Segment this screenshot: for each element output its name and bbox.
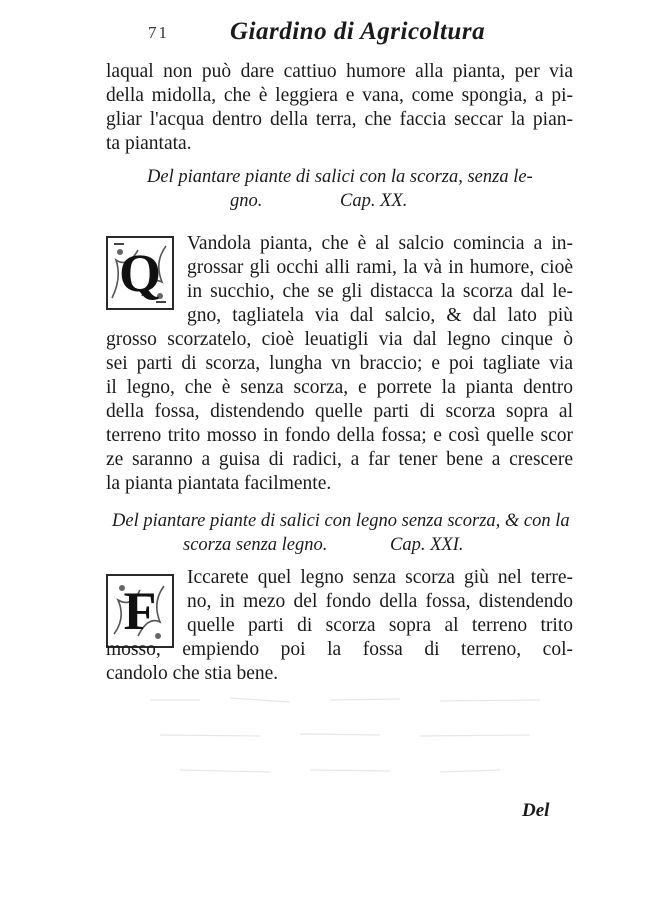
text-line: ta piantata. — [106, 133, 192, 154]
text-line: mosso, empiendo poi la fossa di terreno, col- — [106, 639, 573, 660]
decorated-initial-q — [106, 236, 174, 310]
bleed-through-ornament — [140, 680, 560, 790]
text-line — [187, 232, 573, 256]
text-line: quelle parti di scorza sopra al terreno trito — [187, 615, 573, 636]
text-line: della midolla, che è leggiera e vana, come spongia, a pi- — [106, 85, 573, 106]
first-word-caps: Vando — [187, 233, 237, 254]
chapter-21-heading-line2: scorza senza legno. — [183, 535, 328, 555]
text-line: laqual non può dare cattiuo humore alla pianta, per via — [106, 61, 573, 82]
text-line: terreno trito mosso in fondo della fossa; e così quelle scor — [106, 425, 573, 446]
page-number: 71 — [148, 23, 169, 42]
text-line: gliar l'acqua dentro della terra, che faccia seccar la pian- — [106, 109, 573, 130]
text-line: grossar gli occhi alli rami, la và in humore, cioè — [187, 257, 573, 278]
text-line: sei parti di scorza, lungha vn braccio; e poi tagliate via — [106, 353, 573, 374]
page-header — [105, 18, 575, 48]
text-line: della fossa, distendendo quelle parti di scorza sopra al — [106, 401, 573, 422]
chapter-20-heading-line1: Del piantare piante di salici con la scorza, senza le- — [147, 167, 533, 187]
text-line: la pianta piantata facilmente. — [106, 473, 332, 494]
text-line: in succhio, che se gli distacca la scorza dal le- — [187, 281, 573, 302]
text-line: candolo che stia bene. — [106, 663, 279, 684]
running-title: Giardino di Agricoltura — [230, 18, 486, 45]
chapter-21-heading-line1: Del piantare piante di salici con legno senza scorza, & con la — [112, 511, 570, 531]
text-run: quel legno senza scorza giù nel terre- — [257, 567, 573, 588]
text-line: no, in mezo del fondo della fossa, distendendo — [187, 591, 573, 612]
initial-letter: Q — [118, 243, 161, 303]
text-run: la pianta, che è al salcio comincia a in- — [236, 233, 573, 254]
chapter-20-heading-line2: gno. — [230, 191, 263, 211]
initial-letter: F — [123, 581, 157, 641]
text-line: grosso scorzatelo, cioè leuatigli via dal legno cinque ò — [106, 329, 573, 350]
text-line: ze saranno a guisa di radici, a far tener bene a crescere — [106, 449, 573, 470]
decorated-initial-f — [106, 574, 174, 648]
chapter-20-cap-label: Cap. XX. — [340, 191, 408, 211]
text-line: il legno, che è senza scorza, e porrete la pianta dentro — [106, 377, 573, 398]
text-line: gno, tagliatela via dal salcio, & dal lato più — [187, 305, 573, 326]
text-line — [187, 566, 573, 590]
first-word-caps: Iccarete — [187, 567, 249, 588]
catchword: Del — [522, 800, 550, 821]
chapter-21-cap-label: Cap. XXI. — [390, 535, 464, 555]
